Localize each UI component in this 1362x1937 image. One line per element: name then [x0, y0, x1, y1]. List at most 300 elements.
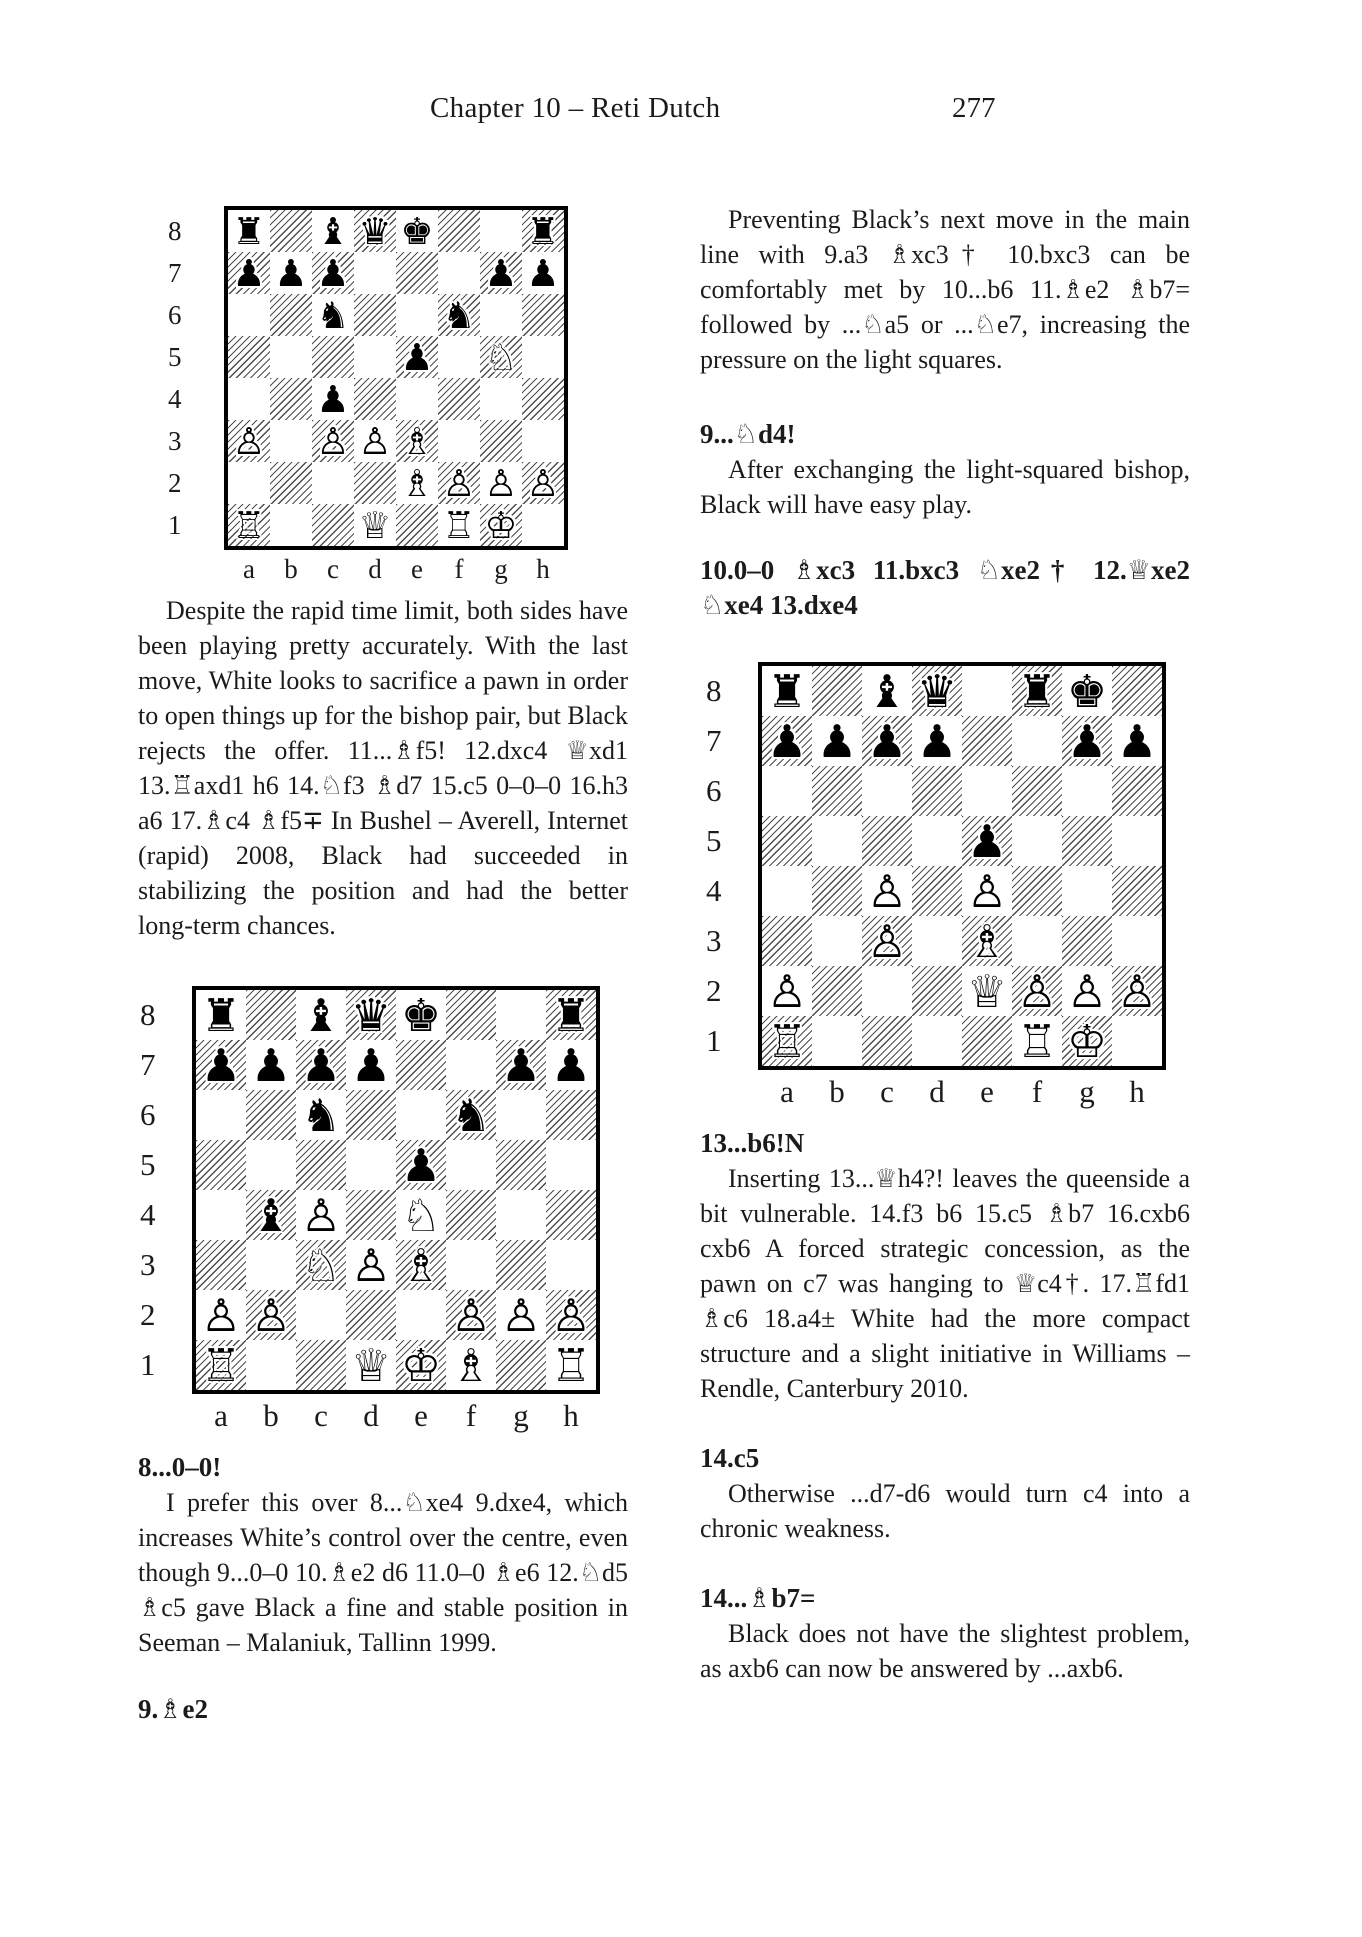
square-g4	[496, 1190, 546, 1240]
square-h4	[1112, 866, 1162, 916]
square-a5	[196, 1140, 246, 1190]
square-b6	[812, 766, 862, 816]
square-d7	[354, 252, 396, 294]
white-rook-piece: ♖	[232, 504, 266, 546]
black-pawn-piece: ♟	[200, 1040, 242, 1090]
square-f5	[446, 1140, 496, 1190]
white-bishop-piece: ♗	[450, 1340, 492, 1390]
square-c1	[296, 1340, 346, 1390]
square-a2	[228, 462, 270, 504]
white-pawn-piece: ♙	[766, 966, 808, 1016]
file-label-c: c	[880, 1074, 894, 1109]
black-rook-piece: ♜	[1016, 666, 1058, 716]
rank-label-2: 2	[706, 973, 722, 1008]
black-pawn-piece: ♟	[866, 716, 908, 766]
move-heading-14-c5: 14.c5	[700, 1443, 760, 1473]
square-d3	[354, 420, 396, 462]
black-pawn-piece: ♟	[526, 252, 560, 294]
square-g8	[496, 990, 546, 1040]
square-a6	[762, 766, 812, 816]
square-d6	[912, 766, 962, 816]
rank-label-7: 7	[706, 723, 722, 758]
square-f3	[1012, 916, 1062, 966]
square-b3	[270, 420, 312, 462]
white-rook-piece: ♖	[200, 1340, 242, 1390]
square-c8	[862, 666, 912, 716]
white-bishop-piece: ♗	[966, 916, 1008, 966]
square-f2	[1012, 966, 1062, 1016]
black-pawn-piece: ♟	[316, 378, 350, 420]
square-h7	[522, 252, 564, 294]
square-a3	[228, 420, 270, 462]
move-heading-13-b6: 13...b6!N	[700, 1128, 805, 1158]
white-bishop-piece: ♗	[400, 462, 434, 504]
black-knight-piece: ♞	[442, 294, 476, 336]
black-knight-piece: ♞	[450, 1090, 492, 1140]
square-h7	[546, 1040, 596, 1090]
square-d5	[354, 336, 396, 378]
square-h5	[1112, 816, 1162, 866]
white-queen-piece: ♕	[350, 1340, 392, 1390]
white-rook-piece: ♖	[1016, 1016, 1058, 1066]
black-bishop-piece: ♝	[316, 210, 350, 252]
black-pawn-piece: ♟	[316, 252, 350, 294]
square-f4	[446, 1190, 496, 1240]
rank-label-6: 6	[140, 1097, 156, 1132]
square-b5	[246, 1140, 296, 1190]
black-rook-piece: ♜	[526, 210, 560, 252]
square-f7	[438, 252, 480, 294]
square-f3	[446, 1240, 496, 1290]
file-label-f: f	[465, 1398, 477, 1433]
square-h1	[1112, 1016, 1162, 1066]
square-d2	[354, 462, 396, 504]
black-bishop-piece: ♝	[250, 1190, 292, 1240]
square-a8	[196, 990, 246, 1040]
square-e6	[962, 766, 1012, 816]
black-pawn-piece: ♟	[550, 1040, 592, 1090]
square-h8	[546, 990, 596, 1040]
square-e7	[396, 1040, 446, 1090]
file-label-a: a	[780, 1074, 794, 1109]
square-h8	[1112, 666, 1162, 716]
square-e8	[962, 666, 1012, 716]
square-h6	[522, 294, 564, 336]
black-pawn-piece: ♟	[350, 1040, 392, 1090]
rank-label-8: 8	[168, 215, 182, 246]
chapter-header: Chapter 10 – Reti Dutch	[430, 92, 721, 124]
square-f1	[1012, 1016, 1062, 1066]
square-f5	[438, 336, 480, 378]
file-label-e: e	[980, 1074, 994, 1109]
square-c5	[862, 816, 912, 866]
square-f3	[438, 420, 480, 462]
square-g1	[480, 504, 522, 546]
rank-label-3: 3	[140, 1247, 156, 1282]
square-b5	[270, 336, 312, 378]
square-g7	[1062, 716, 1112, 766]
black-pawn-piece: ♟	[484, 252, 518, 294]
square-e8	[396, 210, 438, 252]
square-g2	[480, 462, 522, 504]
file-label-b: b	[263, 1398, 279, 1433]
board-grid	[192, 986, 600, 1394]
square-b3	[812, 916, 862, 966]
square-b1	[270, 504, 312, 546]
black-rook-piece: ♜	[766, 666, 808, 716]
square-b4	[246, 1190, 296, 1240]
square-g8	[1062, 666, 1112, 716]
square-e5	[962, 816, 1012, 866]
white-knight-piece: ♘	[484, 336, 518, 378]
square-e2	[396, 1290, 446, 1340]
square-d5	[346, 1140, 396, 1190]
square-a4	[196, 1190, 246, 1240]
square-f4	[438, 378, 480, 420]
square-b4	[270, 378, 312, 420]
square-d8	[346, 990, 396, 1040]
black-bishop-piece: ♝	[300, 990, 342, 1040]
white-pawn-piece: ♙	[350, 1240, 392, 1290]
white-pawn-piece: ♙	[866, 866, 908, 916]
square-h8	[522, 210, 564, 252]
rank-label-6: 6	[168, 299, 182, 330]
page-number: 277	[952, 92, 996, 124]
chess-diagram-1	[168, 206, 568, 588]
file-label-d: d	[929, 1074, 945, 1109]
rank-label-1: 1	[706, 1023, 722, 1058]
rank-label-3: 3	[706, 923, 722, 958]
square-b1	[246, 1340, 296, 1390]
white-pawn-piece: ♙	[1116, 966, 1158, 1016]
square-b4	[812, 866, 862, 916]
square-d8	[354, 210, 396, 252]
square-c4	[862, 866, 912, 916]
white-bishop-piece: ♗	[400, 420, 434, 462]
square-d2	[346, 1290, 396, 1340]
rank-labels	[168, 206, 224, 550]
file-label-c: c	[327, 553, 339, 584]
square-d1	[346, 1340, 396, 1390]
square-c2	[312, 462, 354, 504]
square-c2	[296, 1290, 346, 1340]
square-a3	[196, 1240, 246, 1290]
white-pawn-piece: ♙	[866, 916, 908, 966]
black-rook-piece: ♜	[232, 210, 266, 252]
square-c1	[312, 504, 354, 546]
square-b8	[812, 666, 862, 716]
white-knight-piece: ♘	[400, 1190, 442, 1240]
square-g4	[1062, 866, 1112, 916]
square-a4	[228, 378, 270, 420]
file-label-a: a	[243, 553, 255, 584]
square-e1	[962, 1016, 1012, 1066]
square-a5	[762, 816, 812, 866]
square-e3	[396, 420, 438, 462]
rank-label-1: 1	[168, 509, 182, 540]
square-a7	[196, 1040, 246, 1090]
square-h6	[546, 1090, 596, 1140]
black-pawn-piece: ♟	[274, 252, 308, 294]
paragraph-williams-rendle: Inserting 13...♕h4?! leaves the queenside a bit vulnerable. 14.f3 b6 15.c5 ♗b7 16.cxb6 cxb6 A forced strategic concession, as the pawn on c7 was hanging to ♕c4†. 17.♖fd1 ♗c6 18.a4± White had the more compact structure and a slight initiative in Williams – Rendle, Canterbury 2010.	[700, 1164, 1190, 1403]
file-labels	[228, 550, 568, 588]
square-b6	[246, 1090, 296, 1140]
paragraph-easy-play: After exchanging the light-squared bishop, Black will have easy play.	[700, 455, 1190, 519]
square-d2	[912, 966, 962, 1016]
square-b7	[270, 252, 312, 294]
rank-label-7: 7	[140, 1047, 156, 1082]
square-b7	[812, 716, 862, 766]
file-label-e: e	[411, 553, 423, 584]
square-f6	[438, 294, 480, 336]
file-label-e: e	[414, 1398, 428, 1433]
square-c3	[312, 420, 354, 462]
white-bishop-piece: ♗	[400, 1240, 442, 1290]
black-pawn-piece: ♟	[916, 716, 958, 766]
square-f8	[446, 990, 496, 1040]
rank-label-2: 2	[168, 467, 182, 498]
black-rook-piece: ♜	[200, 990, 242, 1040]
black-pawn-piece: ♟	[1066, 716, 1108, 766]
square-d3	[912, 916, 962, 966]
square-e2	[962, 966, 1012, 1016]
black-queen-piece: ♛	[358, 210, 392, 252]
square-g1	[496, 1340, 546, 1390]
move-heading-9-nd4: 9...♘d4!	[700, 419, 796, 449]
square-a4	[762, 866, 812, 916]
square-h4	[522, 378, 564, 420]
white-pawn-piece: ♙	[966, 866, 1008, 916]
white-queen-piece: ♕	[966, 966, 1008, 1016]
file-label-d: d	[368, 553, 382, 584]
square-g7	[480, 252, 522, 294]
square-h4	[546, 1190, 596, 1240]
black-pawn-piece: ♟	[232, 252, 266, 294]
square-h2	[546, 1290, 596, 1340]
square-g5	[480, 336, 522, 378]
square-f7	[1012, 716, 1062, 766]
rank-label-5: 5	[140, 1147, 156, 1182]
paragraph-chronic-weakness: Otherwise ...d7-d6 would turn c4 into a chronic weakness.	[700, 1479, 1190, 1543]
square-c5	[296, 1140, 346, 1190]
square-g4	[480, 378, 522, 420]
black-pawn-piece: ♟	[1116, 716, 1158, 766]
white-pawn-piece: ♙	[358, 420, 392, 462]
square-c7	[312, 252, 354, 294]
move-heading-8-castles: 8...0–0!	[138, 1452, 222, 1482]
rank-label-3: 3	[168, 425, 182, 456]
square-a2	[196, 1290, 246, 1340]
white-rook-piece: ♖	[442, 504, 476, 546]
black-rook-piece: ♜	[550, 990, 592, 1040]
white-knight-piece: ♘	[300, 1240, 342, 1290]
white-pawn-piece: ♙	[500, 1290, 542, 1340]
black-pawn-piece: ♟	[766, 716, 808, 766]
white-rook-piece: ♖	[550, 1340, 592, 1390]
square-h1	[546, 1340, 596, 1390]
square-g6	[1062, 766, 1112, 816]
file-label-b: b	[829, 1074, 845, 1109]
square-e3	[396, 1240, 446, 1290]
square-a6	[228, 294, 270, 336]
square-h2	[1112, 966, 1162, 1016]
square-d6	[354, 294, 396, 336]
square-f2	[446, 1290, 496, 1340]
black-king-piece: ♚	[400, 210, 434, 252]
square-f2	[438, 462, 480, 504]
file-labels	[762, 1070, 1166, 1114]
square-e1	[396, 1340, 446, 1390]
black-knight-piece: ♞	[300, 1090, 342, 1140]
square-f6	[1012, 766, 1062, 816]
square-b3	[246, 1240, 296, 1290]
rank-labels	[140, 986, 192, 1394]
square-g7	[496, 1040, 546, 1090]
square-b8	[246, 990, 296, 1040]
white-king-piece: ♔	[1066, 1016, 1108, 1066]
square-e6	[396, 1090, 446, 1140]
white-pawn-piece: ♙	[526, 462, 560, 504]
black-pawn-piece: ♟	[816, 716, 858, 766]
black-pawn-piece: ♟	[966, 816, 1008, 866]
square-e2	[396, 462, 438, 504]
black-pawn-piece: ♟	[300, 1040, 342, 1090]
square-g5	[1062, 816, 1112, 866]
square-d4	[354, 378, 396, 420]
white-king-piece: ♔	[484, 504, 518, 546]
rank-label-8: 8	[706, 673, 722, 708]
rank-label-4: 4	[140, 1197, 156, 1232]
square-a5	[228, 336, 270, 378]
square-b8	[270, 210, 312, 252]
chess-diagram-3	[706, 662, 1166, 1114]
square-d4	[346, 1190, 396, 1240]
square-d8	[912, 666, 962, 716]
square-c6	[312, 294, 354, 336]
square-c5	[312, 336, 354, 378]
rank-label-7: 7	[168, 257, 182, 288]
move-heading-14-bb7: 14...♗b7=	[700, 1583, 816, 1613]
paragraph-no-problem: Black does not have the slightest problem, as axb6 can now be answered by ...axb6.	[700, 1619, 1190, 1683]
white-king-piece: ♔	[400, 1340, 442, 1390]
square-h5	[522, 336, 564, 378]
square-d1	[912, 1016, 962, 1066]
move-heading-9-be2: 9.♗e2	[138, 1694, 208, 1724]
square-d3	[346, 1240, 396, 1290]
square-b7	[246, 1040, 296, 1090]
square-f6	[446, 1090, 496, 1140]
square-d5	[912, 816, 962, 866]
black-pawn-piece: ♟	[500, 1040, 542, 1090]
square-h3	[1112, 916, 1162, 966]
square-h3	[522, 420, 564, 462]
file-label-g: g	[513, 1398, 529, 1433]
square-d7	[346, 1040, 396, 1090]
square-f5	[1012, 816, 1062, 866]
square-g3	[480, 420, 522, 462]
square-a7	[228, 252, 270, 294]
white-queen-piece: ♕	[358, 504, 392, 546]
square-b2	[812, 966, 862, 1016]
square-b2	[270, 462, 312, 504]
square-d6	[346, 1090, 396, 1140]
white-pawn-piece: ♙	[442, 462, 476, 504]
square-f1	[446, 1340, 496, 1390]
square-e1	[396, 504, 438, 546]
square-b2	[246, 1290, 296, 1340]
square-e6	[396, 294, 438, 336]
file-label-h: h	[1129, 1074, 1145, 1109]
square-h5	[546, 1140, 596, 1190]
file-label-g: g	[1079, 1074, 1095, 1109]
white-pawn-piece: ♙	[200, 1290, 242, 1340]
file-label-b: b	[284, 553, 298, 584]
file-label-f: f	[454, 553, 464, 584]
square-c2	[862, 966, 912, 1016]
square-g1	[1062, 1016, 1112, 1066]
square-h7	[1112, 716, 1162, 766]
white-pawn-piece: ♙	[250, 1290, 292, 1340]
square-f4	[1012, 866, 1062, 916]
square-h3	[546, 1240, 596, 1290]
square-c4	[296, 1190, 346, 1240]
black-queen-piece: ♛	[916, 666, 958, 716]
square-c1	[862, 1016, 912, 1066]
square-f7	[446, 1040, 496, 1090]
square-c8	[296, 990, 346, 1040]
white-pawn-piece: ♙	[450, 1290, 492, 1340]
board-grid	[224, 206, 568, 550]
square-c6	[296, 1090, 346, 1140]
white-pawn-piece: ♙	[316, 420, 350, 462]
square-g3	[496, 1240, 546, 1290]
square-e4	[396, 378, 438, 420]
square-a6	[196, 1090, 246, 1140]
rank-label-8: 8	[140, 997, 156, 1032]
rank-label-5: 5	[168, 341, 182, 372]
file-label-h: h	[536, 553, 550, 584]
mainline-moves: 10.0–0 ♗xc3 11.bxc3 ♘xe2† 12.♕xe2 ♘xe4 13.dxe4	[700, 555, 1190, 620]
square-g6	[480, 294, 522, 336]
black-king-piece: ♚	[400, 990, 442, 1040]
white-pawn-piece: ♙	[1066, 966, 1108, 1016]
square-c3	[296, 1240, 346, 1290]
square-e3	[962, 916, 1012, 966]
square-e5	[396, 1140, 446, 1190]
square-a1	[228, 504, 270, 546]
square-f8	[438, 210, 480, 252]
rank-label-2: 2	[140, 1297, 156, 1332]
white-rook-piece: ♖	[766, 1016, 808, 1066]
square-g6	[496, 1090, 546, 1140]
chess-diagram-2	[140, 986, 600, 1438]
rank-labels	[706, 662, 758, 1070]
white-pawn-piece: ♙	[232, 420, 266, 462]
square-e4	[962, 866, 1012, 916]
file-label-g: g	[494, 553, 508, 584]
rank-label-4: 4	[168, 383, 182, 414]
square-c4	[312, 378, 354, 420]
file-label-a: a	[214, 1398, 228, 1433]
square-a8	[762, 666, 812, 716]
black-queen-piece: ♛	[350, 990, 392, 1040]
square-a3	[762, 916, 812, 966]
paragraph-bushel-averell: Despite the rapid time limit, both sides have been playing pretty accurately. With the last move, White looks to sacrifice a pawn in order to open things up for the bishop pair, but Black rejects the offer. 11...♗f5! 12.dxc4 ♕xd1 13.♖axd1 h6 14.♘f3 ♗d7 15.c5 0–0–0 16.h3 a6 17.♗c4 ♗f5∓ In Bushel – Averell, Internet (rapid) 2008, Black had succeeded in stabilizing the position and had the better long-term chances.	[138, 596, 629, 940]
white-pawn-piece: ♙	[300, 1190, 342, 1240]
white-pawn-piece: ♙	[550, 1290, 592, 1340]
square-a1	[196, 1340, 246, 1390]
square-e7	[962, 716, 1012, 766]
